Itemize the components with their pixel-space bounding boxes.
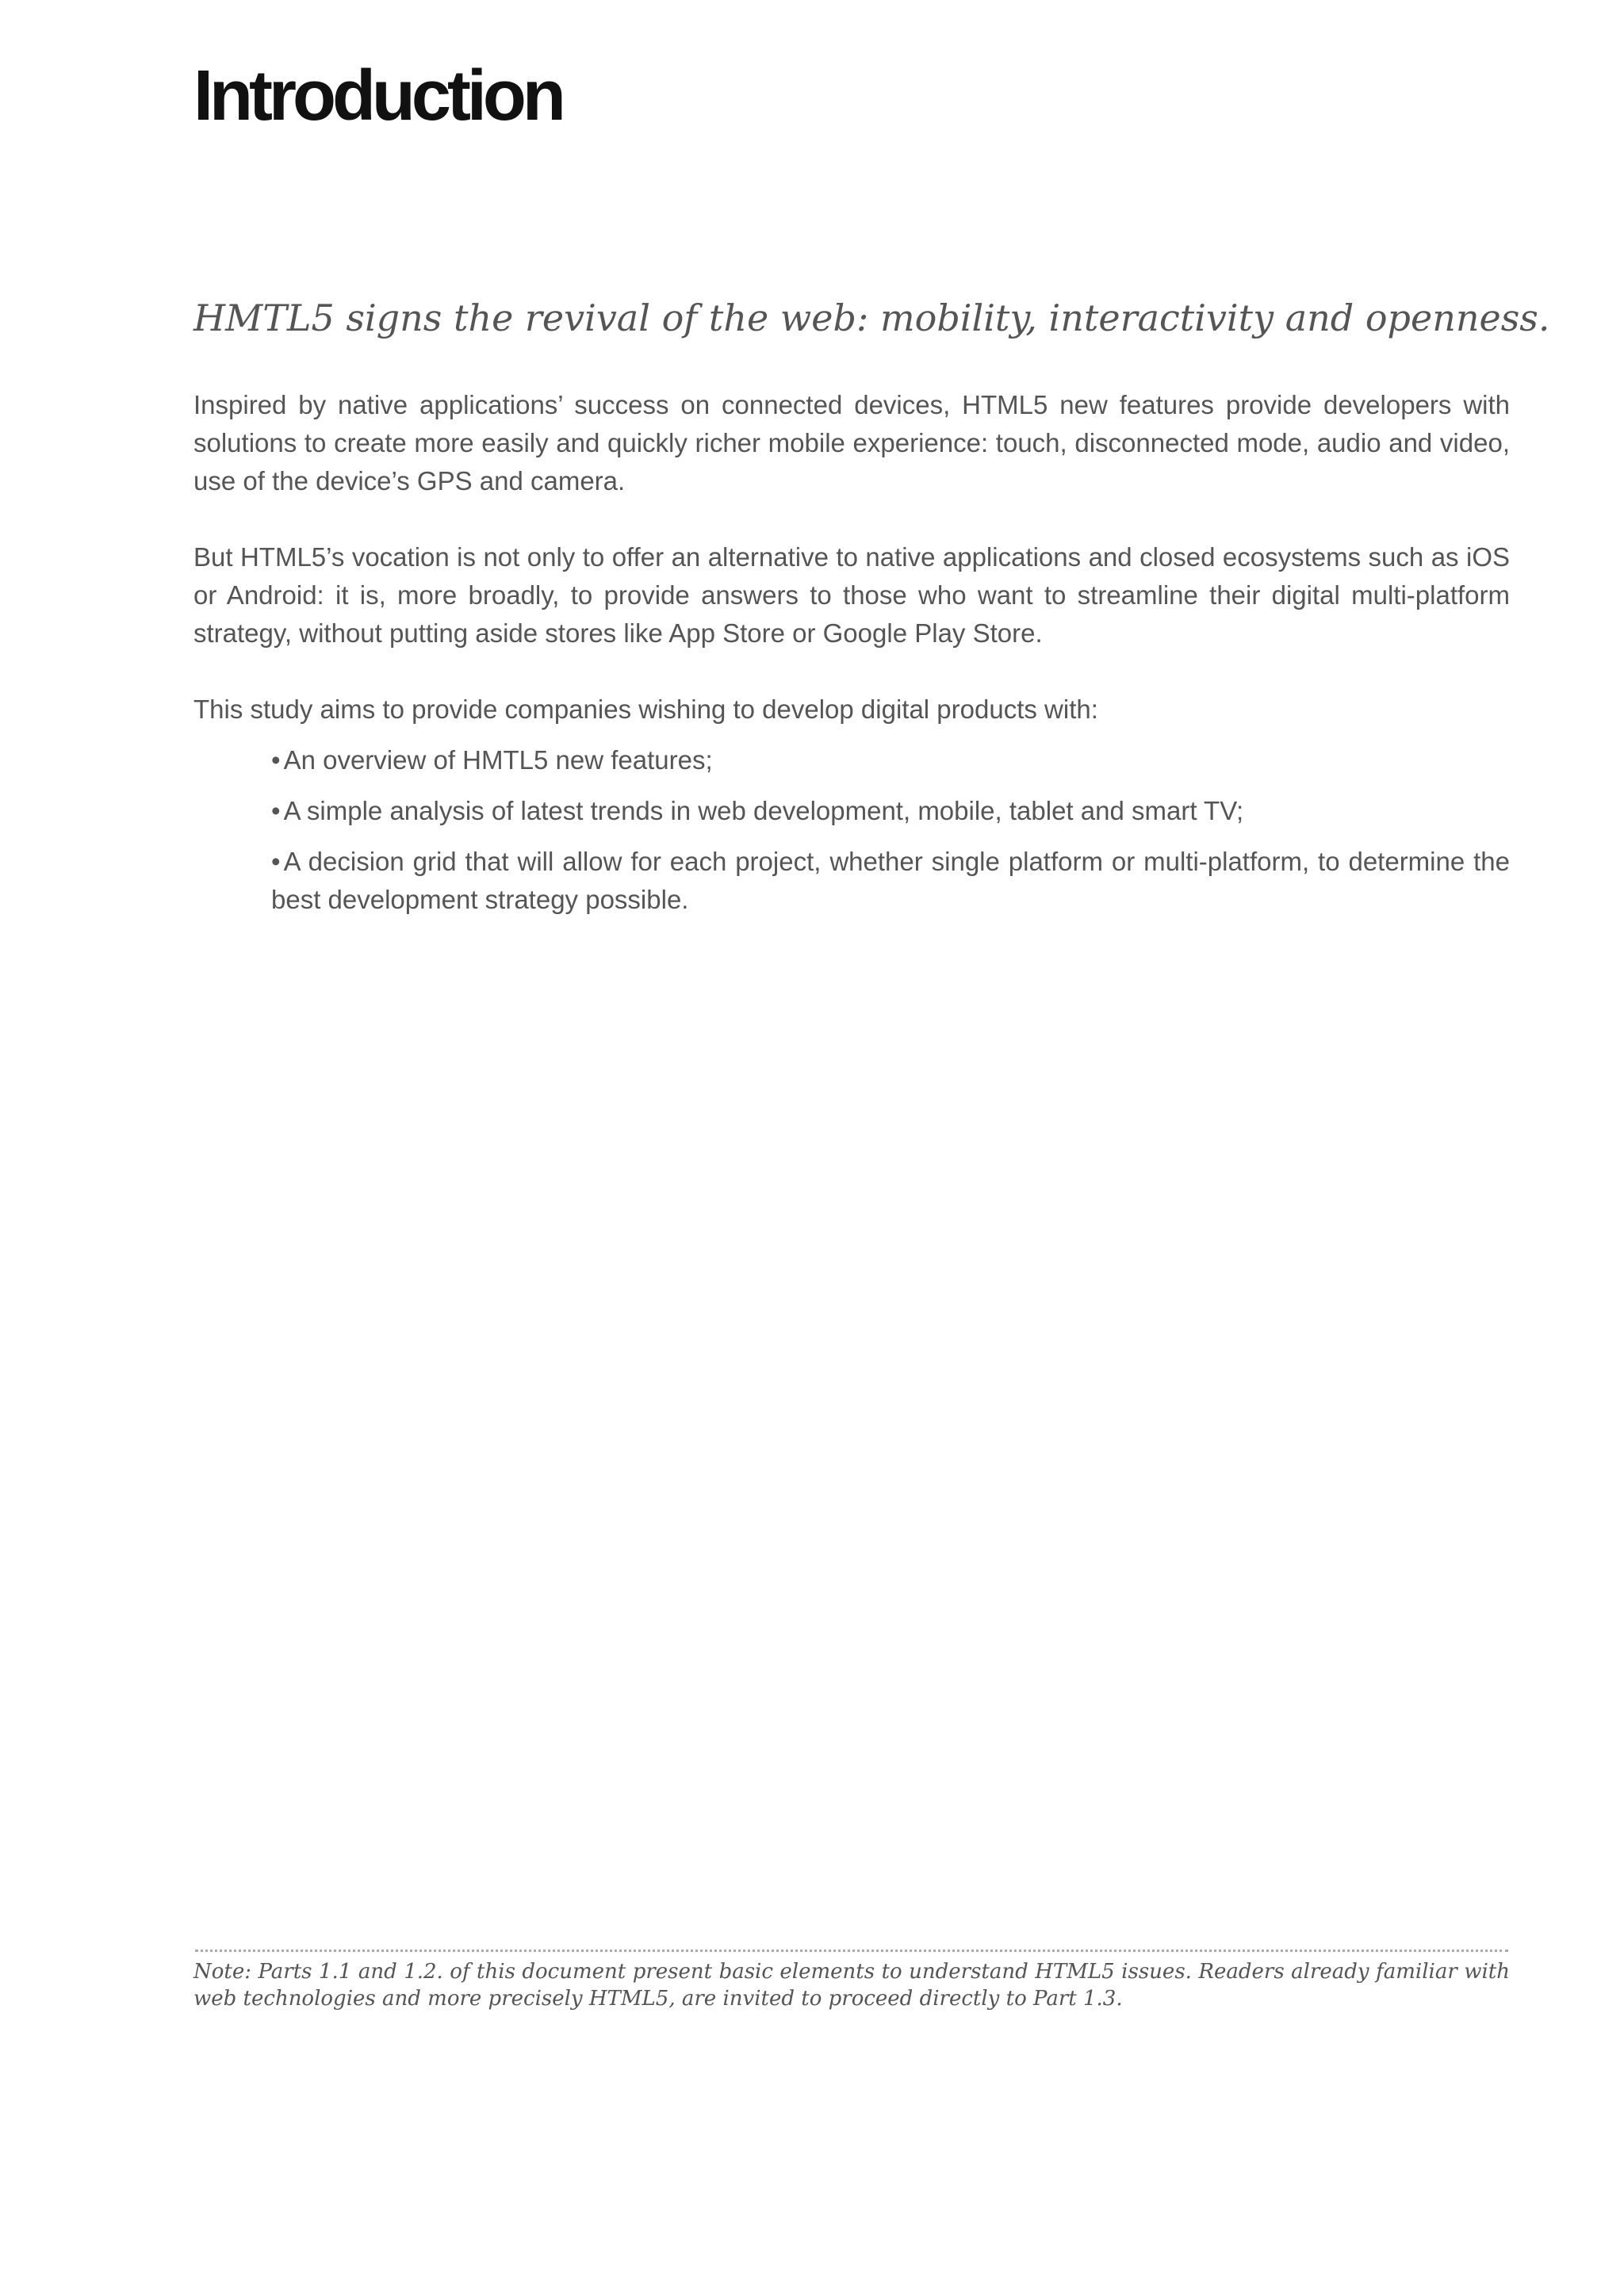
list-item-text: A decision grid that will allow for each project, whether single platform or multi-platform, to determine the best development strategy possible.: [271, 847, 1510, 914]
list-item: [271, 843, 1510, 919]
bullet-list: [271, 741, 1510, 932]
bullet-icon: •: [271, 847, 281, 876]
paragraph-study-aims: This study aims to provide companies wishing to develop digital products with:: [193, 695, 1098, 724]
footnote-divider: [195, 1950, 1508, 1952]
page-subtitle: HMTL5 signs the revival of the web: mobility, interactivity and openness.: [193, 297, 1550, 339]
list-item: [271, 741, 1510, 779]
list-item: [271, 792, 1510, 830]
page-title: Introduction: [193, 56, 562, 136]
bullet-icon: •: [271, 745, 281, 775]
paragraph-intro: Inspired by native applications’ success on connected devices, HTML5 new features provide developers with solutions to create more easily and quickly richer mobile experience: touch, disconnected mode, audio and video, use of the device’s GPS and camera.: [193, 390, 1510, 496]
list-item-text: An overview of HMTL5 new features;: [283, 745, 713, 775]
bullet-icon: •: [271, 796, 281, 825]
list-item-text: A simple analysis of latest trends in web development, mobile, tablet and smart TV;: [283, 796, 1244, 825]
footnote: Note: Parts 1.1 and 1.2. of this document present basic elements to understand HTML5 issues. Readers already familiar with web technologies and more precisely HTML5, are invited to proceed directly to Part 1.3.: [193, 1960, 1510, 2011]
paragraph-vocation: But HTML5’s vocation is not only to offer an alternative to native applications and closed ecosystems such as iOS or Android: it is, more broadly, to provide answers to those who want to streamline their digital multi-platform strategy, without putting aside stores like App Store or Google Play Store.: [193, 542, 1510, 648]
